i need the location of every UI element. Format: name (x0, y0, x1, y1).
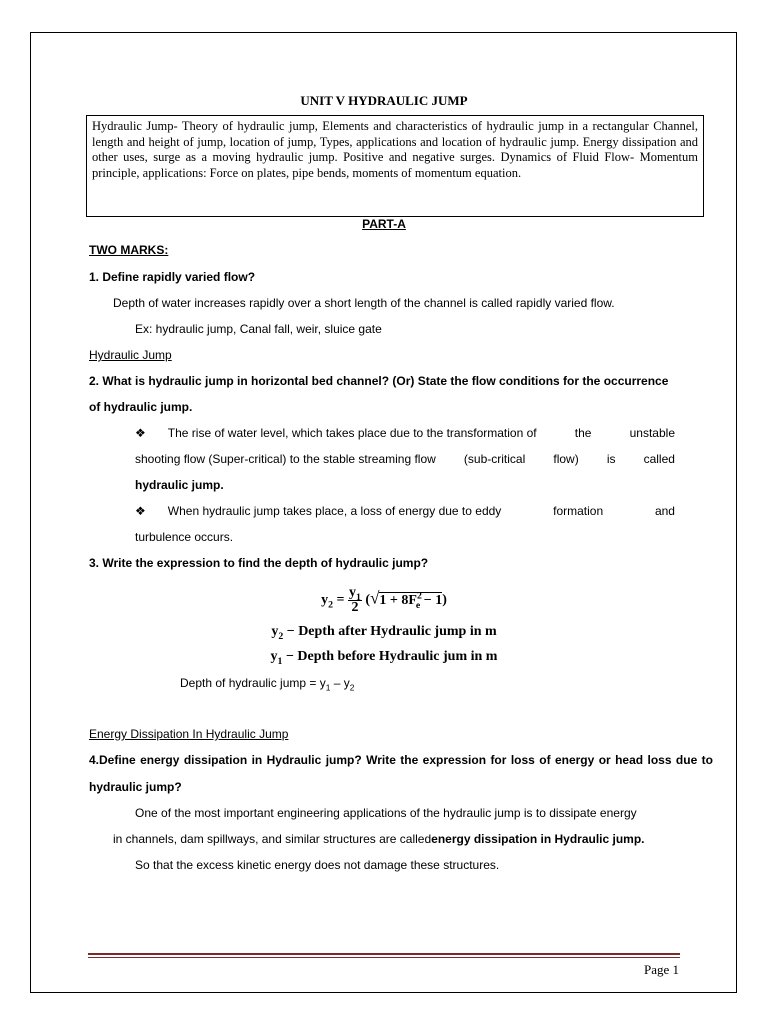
definition-y1: $y_1$ − Depth before Hydraulic jum in m (270, 649, 498, 667)
example-1: Ex: hydraulic jump, Canal fall, weir, sluice gate (135, 322, 382, 336)
bullet-2-line-1: ❖ When hydraulic jump takes place, a loss of energy due to eddy formation and (135, 504, 675, 518)
question-4-line-1: 4.Define energy dissipation in Hydraulic jump? Write the expression for loss of energy or head loss due to (89, 753, 713, 767)
bullet-1-line-2: shooting flow (Super-critical) to the stable streaming flow (sub-critical flow) is called (135, 452, 675, 466)
section-hydraulic-jump: Hydraulic Jump (89, 348, 172, 362)
question-3: 3. Write the expression to find the depth of hydraulic jump? (89, 556, 429, 570)
syllabus-box: Hydraulic Jump- Theory of hydraulic jump, Elements and characteristics of hydraulic jump in a rectangular Channel, length and height of jump, location of jump, Types, applications and location of hydraulic jump. Energy dissipation and other uses, surge as a moving hydraulic jump. Positive and negative surges. Dynamics of Fluid Flow- Momentum principle, applications: Force on plates, pipe bends, moments of momentum equation. (86, 115, 704, 217)
diamond-bullet-icon: ❖ (135, 504, 146, 518)
part-a-heading: PART-A (362, 217, 406, 231)
question-4-line-2: hydraulic jump? (89, 780, 182, 794)
answer-4-line-3: So that the excess kinetic energy does not damage these structures. (135, 858, 500, 872)
two-marks-heading: TWO MARKS: (89, 243, 169, 257)
question-2-line-1: 2. What is hydraulic jump in horizontal bed channel? (Or) State the flow conditions for the occurrence (89, 374, 669, 388)
answer-4-line-1: One of the most important engineering applications of the hydraulic jump is to dissipate energy (135, 806, 637, 820)
page-title: UNIT V HYDRAULIC JUMP (300, 93, 468, 108)
question-2-line-2: of hydraulic jump. (89, 400, 193, 414)
footer-rule-thick (88, 953, 680, 955)
definition-y2: $y_2$ − Depth after Hydraulic jump in m (271, 624, 497, 642)
depth-of-jump-text: Depth of hydraulic jump = $y_1 - y_2$ (180, 676, 355, 693)
diamond-bullet-icon: ❖ (135, 426, 146, 440)
answer-1: Depth of water increases rapidly over a short length of the channel is called rapidly varied flow. (113, 296, 615, 310)
footer-rule-thin (88, 957, 680, 958)
question-1: 1. Define rapidly varied flow? (89, 270, 256, 284)
page-number: Page 1 (643, 962, 679, 977)
section-energy-dissipation: Energy Dissipation In Hydraulic Jump (89, 727, 289, 741)
bullet-1-line-3: hydraulic jump. (135, 478, 224, 492)
bullet-2-line-2: turbulence occurs. (135, 530, 234, 544)
answer-4-line-2: in channels, dam spillways, and similar structures are calledenergy dissipation in Hydraulic jump. (113, 832, 645, 846)
depth-formula: $y_2$ = $\frac{y_1}{2}$ $(√1 + 8F^2_e - 1)$ (321, 585, 447, 615)
bullet-1-line-1: ❖ The rise of water level, which takes place due to the transformation of the unstable (135, 426, 675, 440)
